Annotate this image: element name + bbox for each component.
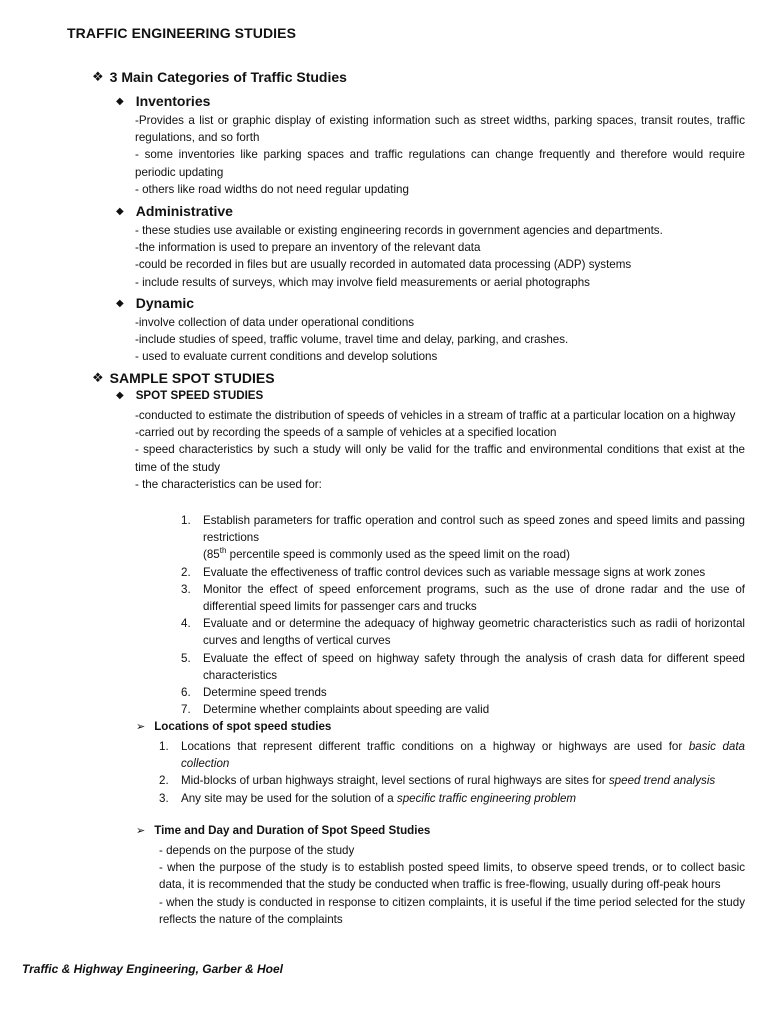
list-item: 2. Evaluate the effectiveness of traffic control devices such as variable message signs at work zones bbox=[181, 564, 745, 581]
text-line: - speed characteristics by such a study will only be valid for the traffic and environmental conditions that exist at the time of the study bbox=[135, 443, 745, 474]
inventories-heading bbox=[116, 93, 210, 109]
note-text: percentile speed is commonly used as the speed limit on the road) bbox=[226, 548, 570, 562]
locations-list bbox=[159, 738, 745, 807]
list-item-text: Determine speed trends bbox=[203, 686, 327, 700]
sample-studies-heading-text: SAMPLE SPOT STUDIES bbox=[109, 370, 275, 386]
list-item-text: Monitor the effect of speed enforcement programs, such as the use of drone radar and the use of differential speed limits for passenger cars and trucks bbox=[203, 582, 745, 614]
diamond-bullet-icon: ◆ bbox=[116, 95, 124, 107]
list-item: 7. Determine whether complaints about speeding are valid bbox=[181, 701, 745, 718]
arrow-bullet-icon: ➢ bbox=[136, 825, 146, 837]
text-line: - include results of surveys, which may involve field measurements or aerial photographs bbox=[135, 275, 590, 289]
list-item-text: Evaluate the effect of speed on highway safety through the analysis of crash data for different speed characteristics bbox=[203, 651, 745, 682]
list-item-text: Locations that represent different traffic conditions on a highway or highways are used for basic data collection bbox=[181, 740, 746, 771]
diamond-bullet-icon: ◆ bbox=[116, 205, 124, 217]
document-title: TRAFFIC ENGINEERING STUDIES bbox=[67, 25, 297, 41]
diamond-bullet-icon: ◆ bbox=[116, 390, 124, 401]
diamond-bullet-icon: ◆ bbox=[116, 297, 124, 309]
text-line: - others like road widths do not need regular updating bbox=[135, 182, 409, 196]
timing-heading bbox=[136, 824, 430, 837]
text-line: - when the purpose of the study is to establish posted speed limits, to observe speed trends, or to collect basic data, it is recommended that the study be conducted when traffic is free-flowing, usually during off-peak hours bbox=[159, 861, 745, 892]
text-line: - used to evaluate current conditions and develop solutions bbox=[135, 350, 438, 364]
dynamic-body bbox=[135, 314, 745, 366]
text-line: - when the study is conducted in response to citizen complaints, it is useful if the time period selected for the study reflects the nature of the complaints bbox=[159, 895, 745, 926]
text-line: - some inventories like parking spaces and traffic regulations can change frequently and therefore would require periodic updating bbox=[135, 148, 745, 179]
list-item-text: Determine whether complaints about speeding are valid bbox=[203, 703, 490, 717]
inventories-heading-text: Inventories bbox=[135, 93, 211, 109]
text-line: -involve collection of data under operational conditions bbox=[135, 316, 415, 329]
note-text: (85 bbox=[203, 548, 220, 562]
list-item: 1. Locations that represent different traffic conditions on a highway or highways are used for basic data collection bbox=[159, 738, 745, 772]
list-item-text: Any site may be used for the solution of a specific traffic engineering problem bbox=[181, 791, 577, 805]
inventories-body bbox=[135, 112, 745, 198]
text-line: -carried out by recording the speeds of a sample of vehicles at a specified location bbox=[135, 426, 557, 440]
text-line: -include studies of speed, traffic volume, travel time and delay, parking, and crashes. bbox=[135, 333, 569, 347]
text-line: - these studies use available or existing engineering records in government agencies and departments. bbox=[135, 224, 663, 237]
list-item: 3. Monitor the effect of speed enforcement programs, such as the use of drone radar and the use of differential speed limits for passenger cars and trucks bbox=[181, 581, 745, 615]
categories-heading-text: 3 Main Categories of Traffic Studies bbox=[109, 69, 347, 85]
text-line: -Provides a list or graphic display of existing information such as street widths, parking spaces, transit routes, traffic regulations, and so forth bbox=[135, 114, 745, 145]
text-line: - depends on the purpose of the study bbox=[159, 844, 355, 857]
administrative-heading bbox=[116, 203, 233, 219]
diamond-bullet-icon: ❖ bbox=[92, 69, 104, 84]
list-item: 3. Any site may be used for the solution of a specific traffic engineering problem bbox=[159, 790, 745, 807]
sample-studies-heading bbox=[92, 370, 275, 386]
text-line: -conducted to estimate the distribution of speeds of vehicles in a stream of traffic at a particular location on a highway bbox=[135, 409, 736, 422]
list-item-text: Establish parameters for traffic operation and control such as speed zones and speed limits and passing restrictions bbox=[203, 514, 745, 545]
list-item-text: Mid-blocks of urban highways straight, level sections of rural highways are sites for speed trend analysis bbox=[181, 774, 716, 788]
list-item-text: Evaluate the effectiveness of traffic control devices such as variable message signs at work zones bbox=[203, 565, 706, 579]
list-item: 1. Establish parameters for traffic operation and control such as speed zones and speed limits and passing restrictions bbox=[181, 512, 745, 546]
administrative-body bbox=[135, 222, 745, 291]
dynamic-heading-text: Dynamic bbox=[135, 295, 195, 311]
list-item: 4. Evaluate and or determine the adequacy of highway geometric characteristics such as radii of horizontal curves and lengths of vertical curves bbox=[181, 615, 745, 649]
list-item: 2. Mid-blocks of urban highways straight, level sections of rural highways are sites for speed trend analysis bbox=[159, 772, 745, 789]
diamond-bullet-icon: ❖ bbox=[92, 370, 104, 385]
text-line: - the characteristics can be used for: bbox=[135, 477, 322, 491]
timing-heading-text: Time and Day and Duration of Spot Speed Studies bbox=[154, 824, 431, 837]
arrow-bullet-icon: ➢ bbox=[136, 721, 146, 733]
list-item-text: Evaluate and or determine the adequacy of highway geometric characteristics such as radii of horizontal curves and lengths of vertical curves bbox=[203, 617, 745, 648]
note-superscript: th bbox=[219, 546, 227, 556]
locations-heading-text: Locations of spot speed studies bbox=[154, 720, 332, 733]
footer-citation: Traffic & Highway Engineering, Garber & Hoel bbox=[22, 962, 283, 976]
spot-speed-heading bbox=[116, 389, 263, 402]
categories-heading bbox=[92, 69, 347, 85]
text-line: -could be recorded in files but are usually recorded in automated data processing (ADP) systems bbox=[135, 258, 632, 272]
dynamic-heading bbox=[116, 295, 194, 311]
list-item: 5. Evaluate the effect of speed on highway safety through the analysis of crash data for different speed characteristics bbox=[181, 650, 745, 684]
locations-heading bbox=[136, 720, 331, 733]
spot-speed-heading-text: SPOT SPEED STUDIES bbox=[135, 389, 264, 402]
list-item: 6. Determine speed trends bbox=[181, 684, 745, 701]
timing-body bbox=[159, 842, 745, 928]
speed-limit-note bbox=[181, 546, 745, 563]
administrative-heading-text: Administrative bbox=[135, 203, 233, 219]
spot-speed-body bbox=[135, 407, 745, 493]
text-line: -the information is used to prepare an inventory of the relevant data bbox=[135, 241, 481, 255]
spot-speed-uses-list bbox=[181, 512, 745, 718]
